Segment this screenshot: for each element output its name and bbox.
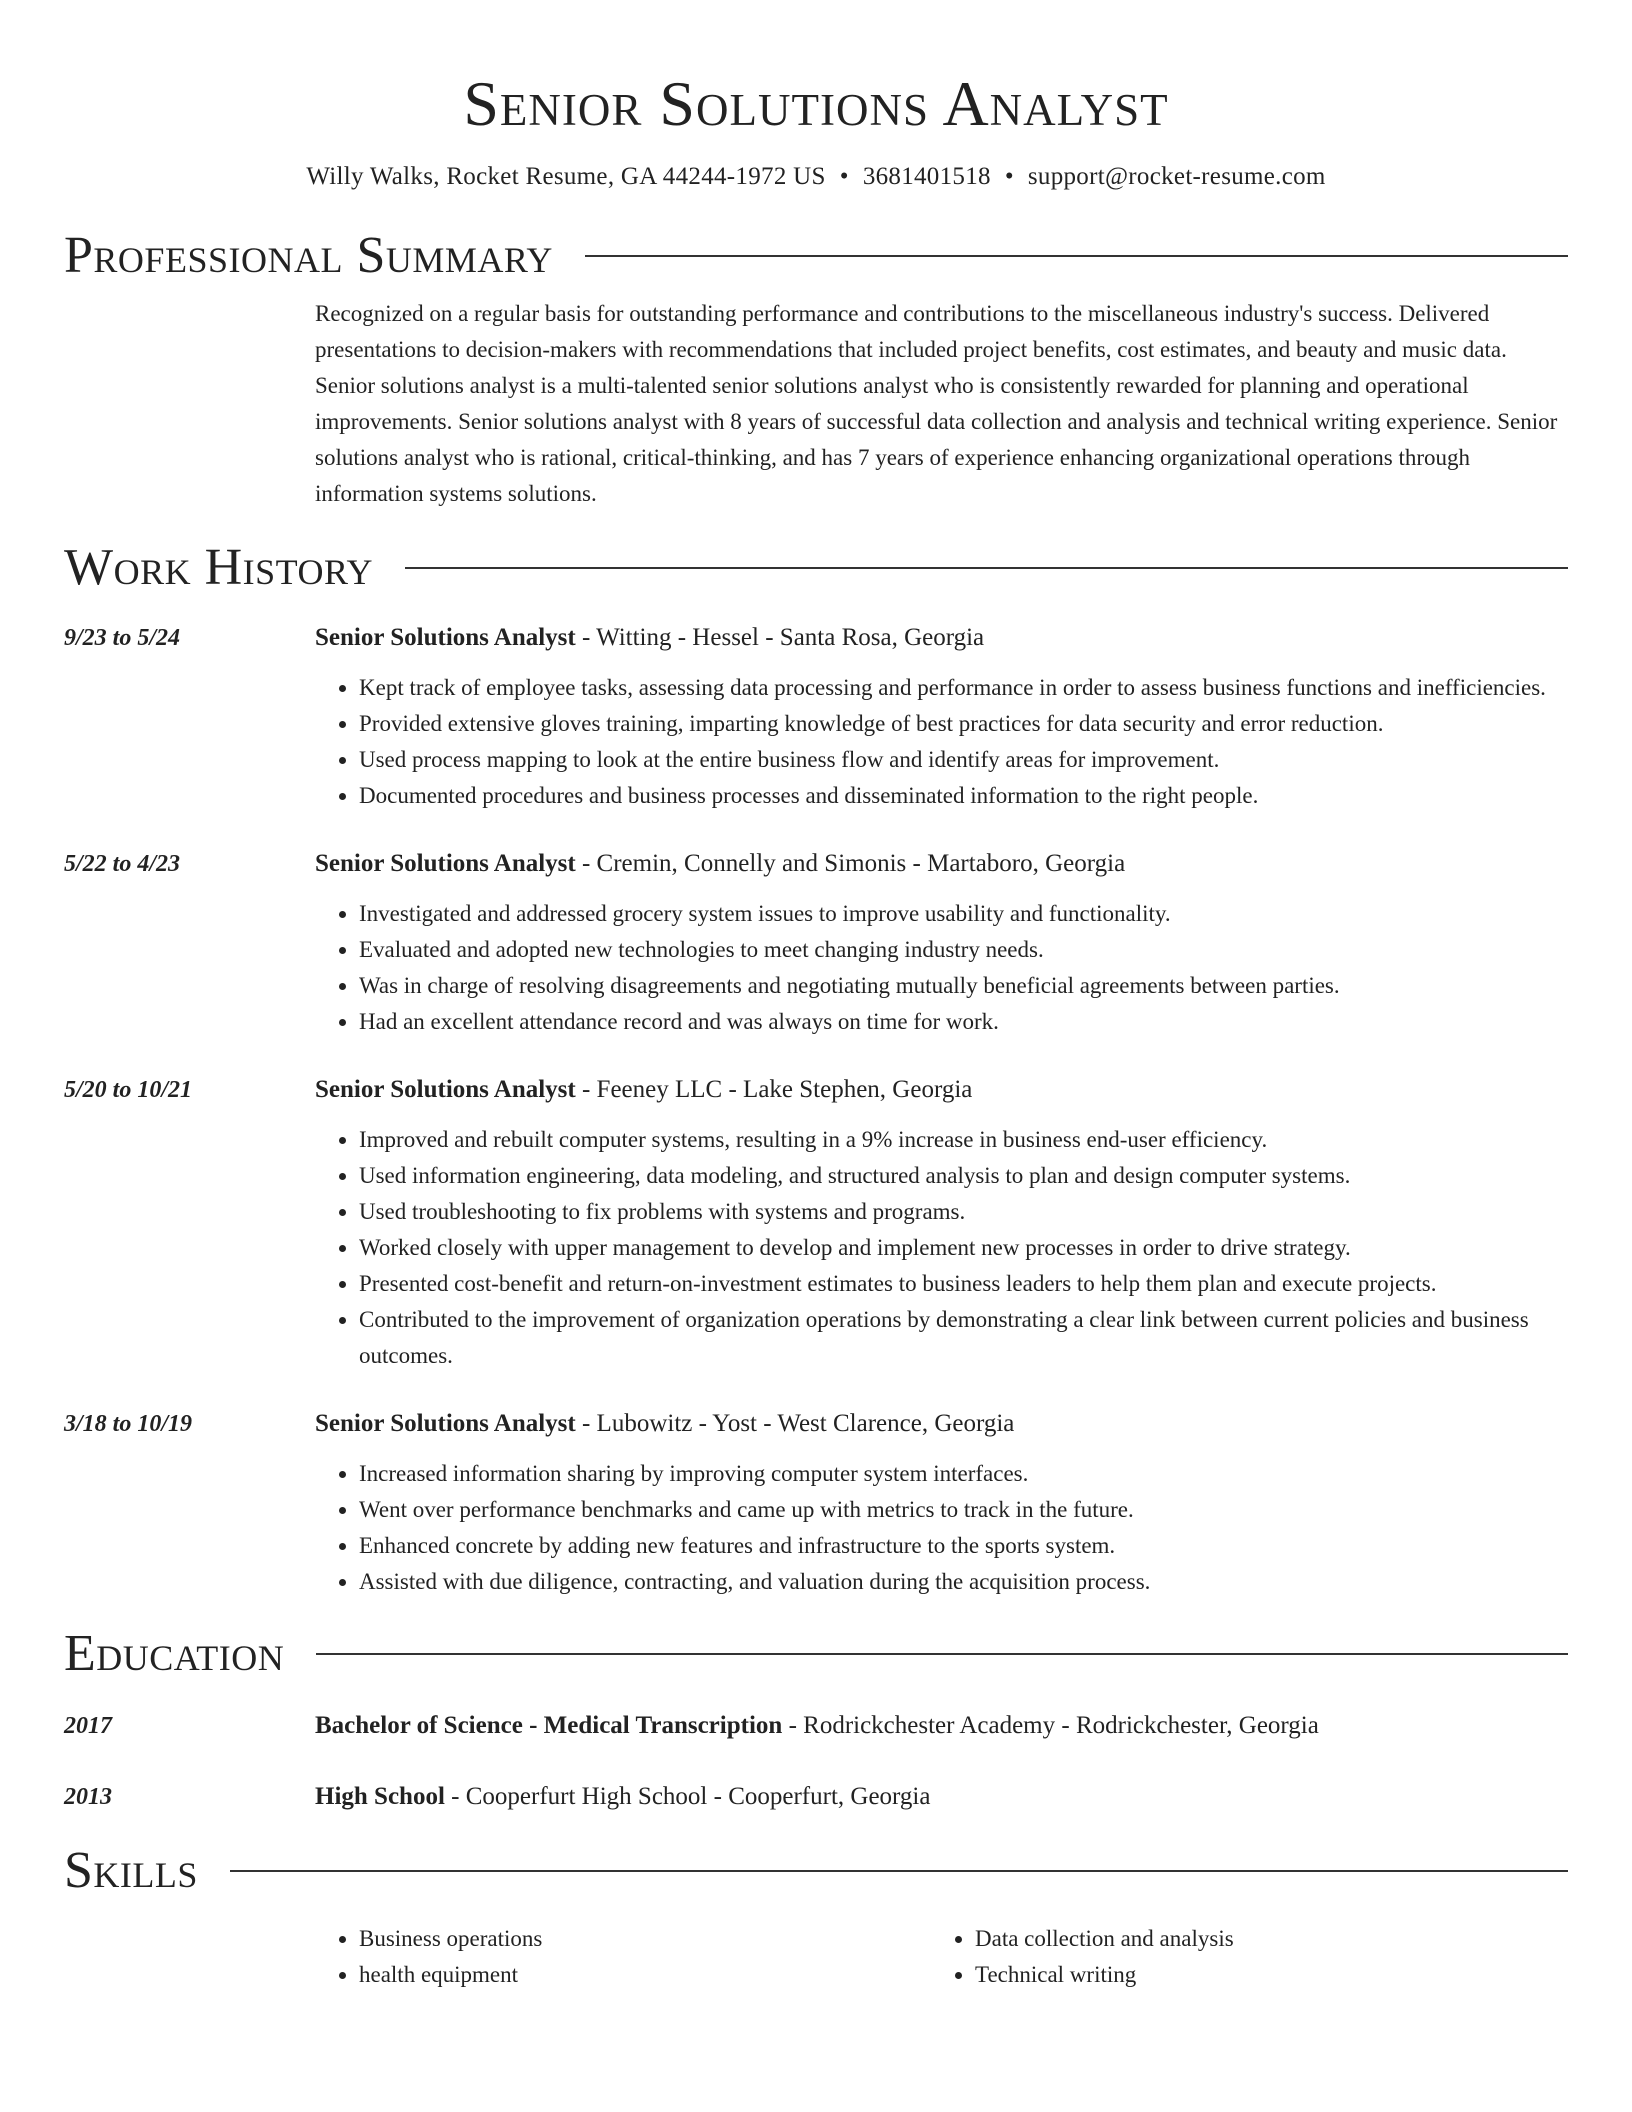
education-year: 2013 xyxy=(64,1784,112,1810)
skills-column-right xyxy=(931,1921,1568,1993)
job-dates: 5/22 to 4/23 xyxy=(64,851,181,877)
job-entry xyxy=(64,1406,1568,1600)
job-details: - Lubowitz - Yost - West Clarence, Georgia xyxy=(575,1410,1015,1437)
education-year: 2017 xyxy=(64,1713,112,1739)
contact-address: Willy Walks, Rocket Resume, GA 44244-1972 US xyxy=(306,163,826,190)
education-details: - Rodrickchester Academy - Rodrickchester, Georgia xyxy=(782,1712,1319,1739)
education-entry xyxy=(64,1708,1568,1744)
summary-heading: Professional Summary xyxy=(64,227,553,284)
job-bullets xyxy=(315,670,1568,814)
section-divider xyxy=(230,1870,1568,1872)
skill-item: • Data collection and analysis xyxy=(975,1921,1568,1957)
job-bullet: • Presented cost-benefit and return-on-investment estimates to business leaders to help them plan and execute projects. xyxy=(359,1266,1568,1302)
skills-column-left xyxy=(315,1921,931,1993)
job-bullet: • Evaluated and adopted new technologies to meet changing industry needs. xyxy=(359,932,1568,968)
skill-item: • Business operations xyxy=(359,1921,931,1957)
job-bullet: • Went over performance benchmarks and came up with metrics to track in the future. xyxy=(359,1492,1568,1528)
section-divider xyxy=(405,567,1568,569)
job-headline xyxy=(315,1406,1568,1442)
job-bullet: • Used troubleshooting to fix problems with systems and programs. xyxy=(359,1194,1568,1230)
job-bullet: • Documented procedures and business processes and disseminated information to the right people. xyxy=(359,778,1568,814)
job-entry xyxy=(64,620,1568,814)
job-bullet: • Used process mapping to look at the entire business flow and identify areas for improvement. xyxy=(359,742,1568,778)
skill-item: • health equipment xyxy=(359,1957,931,1993)
education-degree: Bachelor of Science - Medical Transcription xyxy=(315,1712,783,1739)
summary-text: Recognized on a regular basis for outstanding performance and contributions to the miscellaneous industry's success. Delivered presentations to decision-makers with recommendations that included project benefits, cost estimates, and beauty and music data. Senior solutions analyst is a multi-talented senior solutions analyst who is consistently rewarded for planning and operational improvements. Senior solutions analyst with 8 years of successful data collection and analysis and technical writing experience. Senior solutions analyst who is rational, critical-thinking, and has 7 years of experience enhancing organizational operations through information systems solutions. xyxy=(315,301,1558,506)
skills-heading: Skills xyxy=(64,1842,198,1899)
education-section-header xyxy=(64,1622,1568,1686)
contact-separator: • xyxy=(1004,163,1014,190)
job-bullet: • Was in charge of resolving disagreements and negotiating mutually beneficial agreements between parties. xyxy=(359,968,1568,1004)
skills-list xyxy=(315,1903,1568,1993)
job-bullet: • Increased information sharing by improving computer system interfaces. xyxy=(359,1456,1568,1492)
job-headline xyxy=(315,1072,1568,1108)
education-headline xyxy=(315,1708,1568,1744)
job-bullet: • Investigated and addressed grocery system issues to improve usability and functionality. xyxy=(359,896,1568,932)
skill-item: • Technical writing xyxy=(975,1957,1568,1993)
contact-line xyxy=(64,160,1568,194)
job-bullet: • Assisted with due diligence, contracting, and valuation during the acquisition process. xyxy=(359,1564,1568,1600)
job-bullet: • Improved and rebuilt computer systems, resulting in a 9% increase in business end-user efficiency. xyxy=(359,1122,1568,1158)
job-bullet: • Contributed to the improvement of organization operations by demonstrating a clear link between current policies and business outcomes. xyxy=(359,1302,1568,1374)
job-dates: 9/23 to 5/24 xyxy=(64,625,181,651)
job-title: Senior Solutions Analyst xyxy=(315,850,576,877)
job-bullets xyxy=(315,1122,1568,1374)
education-heading: Education xyxy=(64,1625,285,1682)
job-title: Senior Solutions Analyst xyxy=(315,1076,576,1103)
job-entry xyxy=(64,1072,1568,1374)
job-dates: 3/18 to 10/19 xyxy=(64,1411,193,1437)
section-divider xyxy=(316,1653,1568,1655)
job-details: - Cremin, Connelly and Simonis - Martaboro, Georgia xyxy=(575,850,1126,877)
job-details: - Witting - Hessel - Santa Rosa, Georgia xyxy=(575,624,985,651)
job-bullet: • Used information engineering, data modeling, and structured analysis to plan and design computer systems. xyxy=(359,1158,1568,1194)
job-dates: 5/20 to 10/21 xyxy=(64,1077,193,1103)
education-degree: High School xyxy=(315,1783,445,1810)
job-bullet: • Enhanced concrete by adding new features and infrastructure to the sports system. xyxy=(359,1528,1568,1564)
resume-title: Senior Solutions Analyst xyxy=(463,68,1169,139)
job-bullets xyxy=(315,1456,1568,1600)
contact-phone: 3681401518 xyxy=(862,163,991,190)
job-title: Senior Solutions Analyst xyxy=(315,1410,576,1437)
skills-section-header xyxy=(64,1839,1568,1903)
work-heading: Work History xyxy=(64,539,374,596)
contact-separator: • xyxy=(839,163,849,190)
work-section-header xyxy=(64,536,1568,600)
section-divider xyxy=(585,255,1568,257)
contact-email: support@rocket-resume.com xyxy=(1027,163,1326,190)
summary-section-header xyxy=(64,224,1568,288)
education-entry xyxy=(64,1779,1568,1815)
job-entry xyxy=(64,846,1568,1040)
education-headline xyxy=(315,1779,1568,1815)
resume-page xyxy=(64,0,1568,1993)
job-bullet: • Provided extensive gloves training, imparting knowledge of best practices for data security and error reduction. xyxy=(359,706,1568,742)
job-bullet: • Worked closely with upper management to develop and implement new processes in order to drive strategy. xyxy=(359,1230,1568,1266)
job-title: Senior Solutions Analyst xyxy=(315,624,576,651)
job-headline xyxy=(315,620,1568,656)
job-details: - Feeney LLC - Lake Stephen, Georgia xyxy=(575,1076,973,1103)
job-bullets xyxy=(315,896,1568,1040)
job-bullet: • Had an excellent attendance record and was always on time for work. xyxy=(359,1004,1568,1040)
job-headline xyxy=(315,846,1568,882)
education-details: - Cooperfurt High School - Cooperfurt, Georgia xyxy=(444,1783,931,1810)
job-bullet: • Kept track of employee tasks, assessing data processing and performance in order to assess business functions and inefficiencies. xyxy=(359,670,1568,706)
